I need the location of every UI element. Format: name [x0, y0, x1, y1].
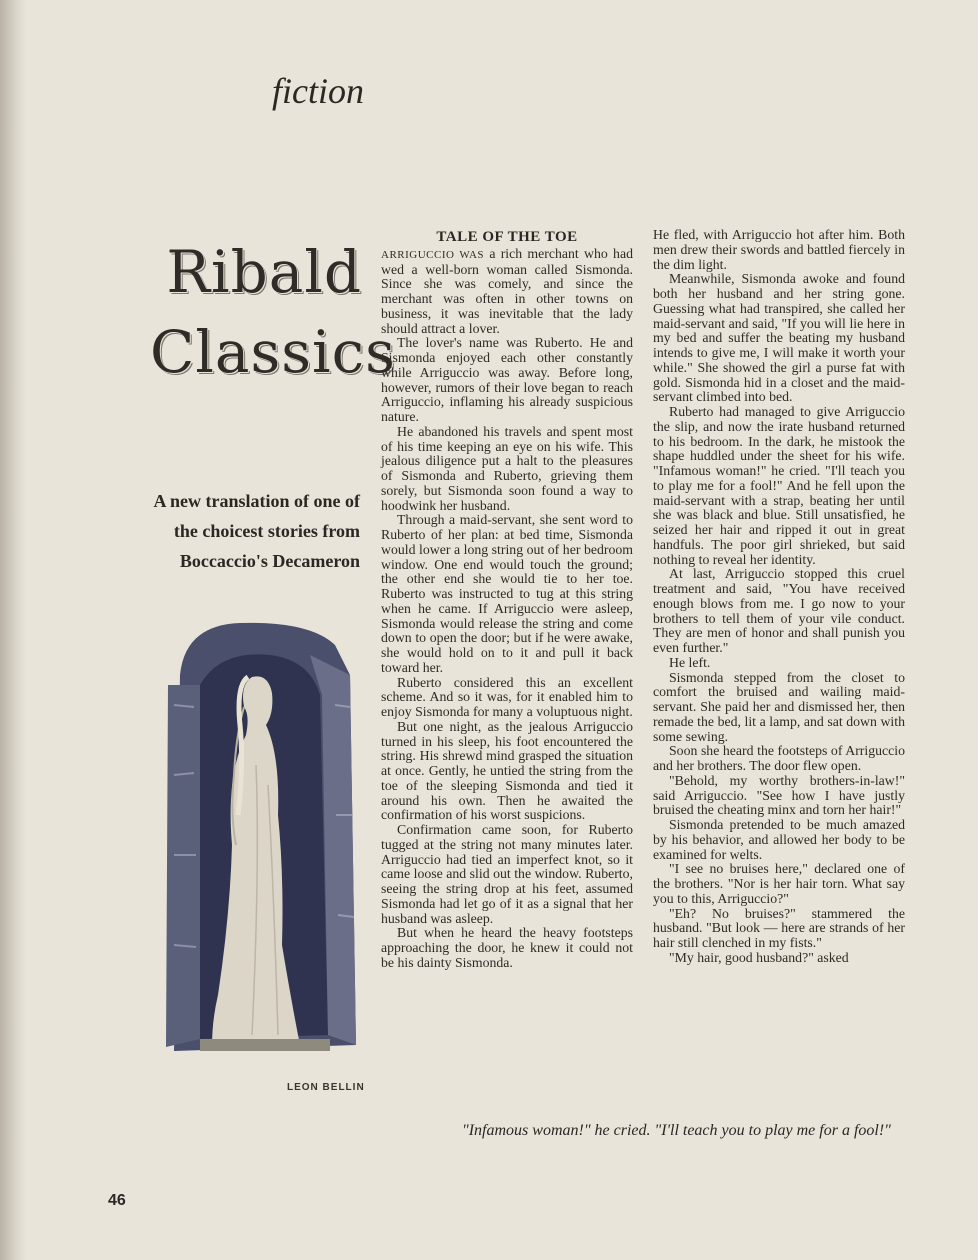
page-gutter-shadow [0, 0, 26, 1260]
deck-line-2: the choicest stories from [173, 521, 360, 541]
paragraph: He left. [669, 654, 711, 670]
paragraph: Through a maid-servant, she sent word to Ruberto of her plan: at bed time, Sismonda would lower a long string out of her bedroom window. One end would touch the ground; the other end she would tie to her toe. Ruberto was instructed to tug at this string when he came. If Arriguccio were asleep, Sismonda would release the string and come down to open the door; but if he were awake, she would hold on to it and pull it back toward her. [381, 512, 633, 675]
paragraph: But when he heard the heavy footsteps approaching the door, he knew it could not be his dainty Sismonda. [381, 925, 633, 970]
title-line-1: Ribald [166, 238, 362, 306]
article-deck [120, 486, 360, 576]
paragraph: "My hair, good husband?" asked [669, 949, 849, 965]
paragraph: Meanwhile, Sismonda awoke and found both her husband and her string gone. Guessing what had transpired, she called her maid-servant and said, "If you will lie here in my bed and suffer the beating my husband intends to give me, I will make it worth your while." She showed the girl a purse fat with gold. Sismonda hid in a closet and the maid-servant climbed into bed. [653, 271, 905, 405]
paragraph: Ruberto had managed to give Arriguccio the slip, and now the irate husband returned to his bedroom. In the dark, he mistook the shape huddled under the sheet for his wife. "Infamous woman!" he cried. "I'll teach you to play me for a fool!" And he fell upon the maid-servant with a strap, beating her until she was black and blue. Still unsatisfied, he seized her hair and ripped it out in great handfuls. The poor girl shrieked, but said nothing to reveal her identity. [653, 404, 905, 567]
deck-line-1: A new translation of one of [153, 491, 360, 511]
title-line-2: Classics [150, 318, 396, 386]
pull-quote-caption: "Infamous woman!" he cried. "I'll teach you to play me for a fool!" [462, 1122, 891, 1139]
paragraph: At last, Arriguccio stopped this cruel treatment and said, "You have received enough blows from me. I go now to your brothers to tell them of your vile conduct. They are men of honor and shall punish you even further." [653, 566, 905, 655]
illustration-credit: LEON BELLIN [287, 1082, 365, 1093]
story-title: TALE OF THE TOE [436, 229, 578, 245]
paragraph: Ruberto considered this an excellent scheme. And so it was, for it enabled him to enjoy Sismonda for many a voluptuous night. [381, 674, 633, 719]
paragraph: Sismonda pretended to be much amazed by his behavior, and allowed her body to be examined for welts. [653, 817, 905, 862]
paragraph: "Behold, my worthy brothers-in-law!" said Arriguccio. "See how I have justly bruised the cheating minx and torn her hair!" [653, 772, 905, 818]
article-title [150, 232, 396, 392]
paragraph: He abandoned his travels and spent most of his time keeping an eye on his wife. This jealous diligence put a halt to the pleasures of Sismonda and Ruberto, grieving them sorely, but Sismonda soon found a way to hoodwink her husband. [381, 423, 633, 513]
paragraph: "I see no bruises here," declared one of the brothers. "Nor is her hair torn. What say you to this, Arriguccio?" [653, 861, 905, 906]
text-column-2 [653, 228, 905, 966]
paragraph-text: a rich merchant who had wed a well-born woman called Sismonda. Since she was comely, and since the merchant was often in other towns on business, it was inevitable that the lady should attract a lover. [381, 245, 633, 336]
paragraph: He fled, with Arriguccio hot after him. Both men drew their swords and battled fiercely in the dim light. [653, 227, 905, 272]
opening-smallcaps: ARRIGUCCIO WAS [381, 248, 485, 261]
page-number: 46 [108, 1192, 126, 1209]
section-label: fiction [272, 71, 364, 111]
paragraph: The lover's name was Ruberto. He and Sismonda enjoyed each other constantly while Arriguccio was away. Before long, however, rumors of their love began to reach Arriguccio, inflaming his already suspicious nature. [381, 335, 633, 424]
paragraph: But one night, as the jealous Arriguccio turned in his sleep, his foot encountered the string. His shrewd mind grasped the situation at once. Gently, he untied the string from the toe of the sleeping Sismonda and tied it around his own. Then he awaited the confirmation of his worst suspicions. [381, 718, 633, 823]
paragraph [381, 247, 633, 337]
paragraph: Confirmation came soon, for Ruberto tugged at the string not many minutes later. Arriguccio had tied an imperfect knot, so it came loose and slid out the window. Ruberto, seeing the string drop at his feet, assumed Sismonda had let go of it as a signal that her husband was asleep. [381, 822, 633, 926]
paragraph: "Eh? No bruises?" stammered the husband. "But look — here are strands of her hair still clenched in my fists." [653, 905, 905, 950]
illustration-woman-in-doorway [160, 615, 358, 1055]
paragraph: Soon she heard the footsteps of Arriguccio and her brothers. The door flew open. [653, 743, 905, 773]
text-column-1 [381, 228, 633, 971]
paragraph: Sismonda stepped from the closet to comfort the bruised and wailing maid-servant. She paid her and dismissed her, then remade the bed, lit a lamp, and sat down with some sewing. [653, 669, 905, 744]
deck-line-3: Boccaccio's Decameron [179, 551, 360, 571]
